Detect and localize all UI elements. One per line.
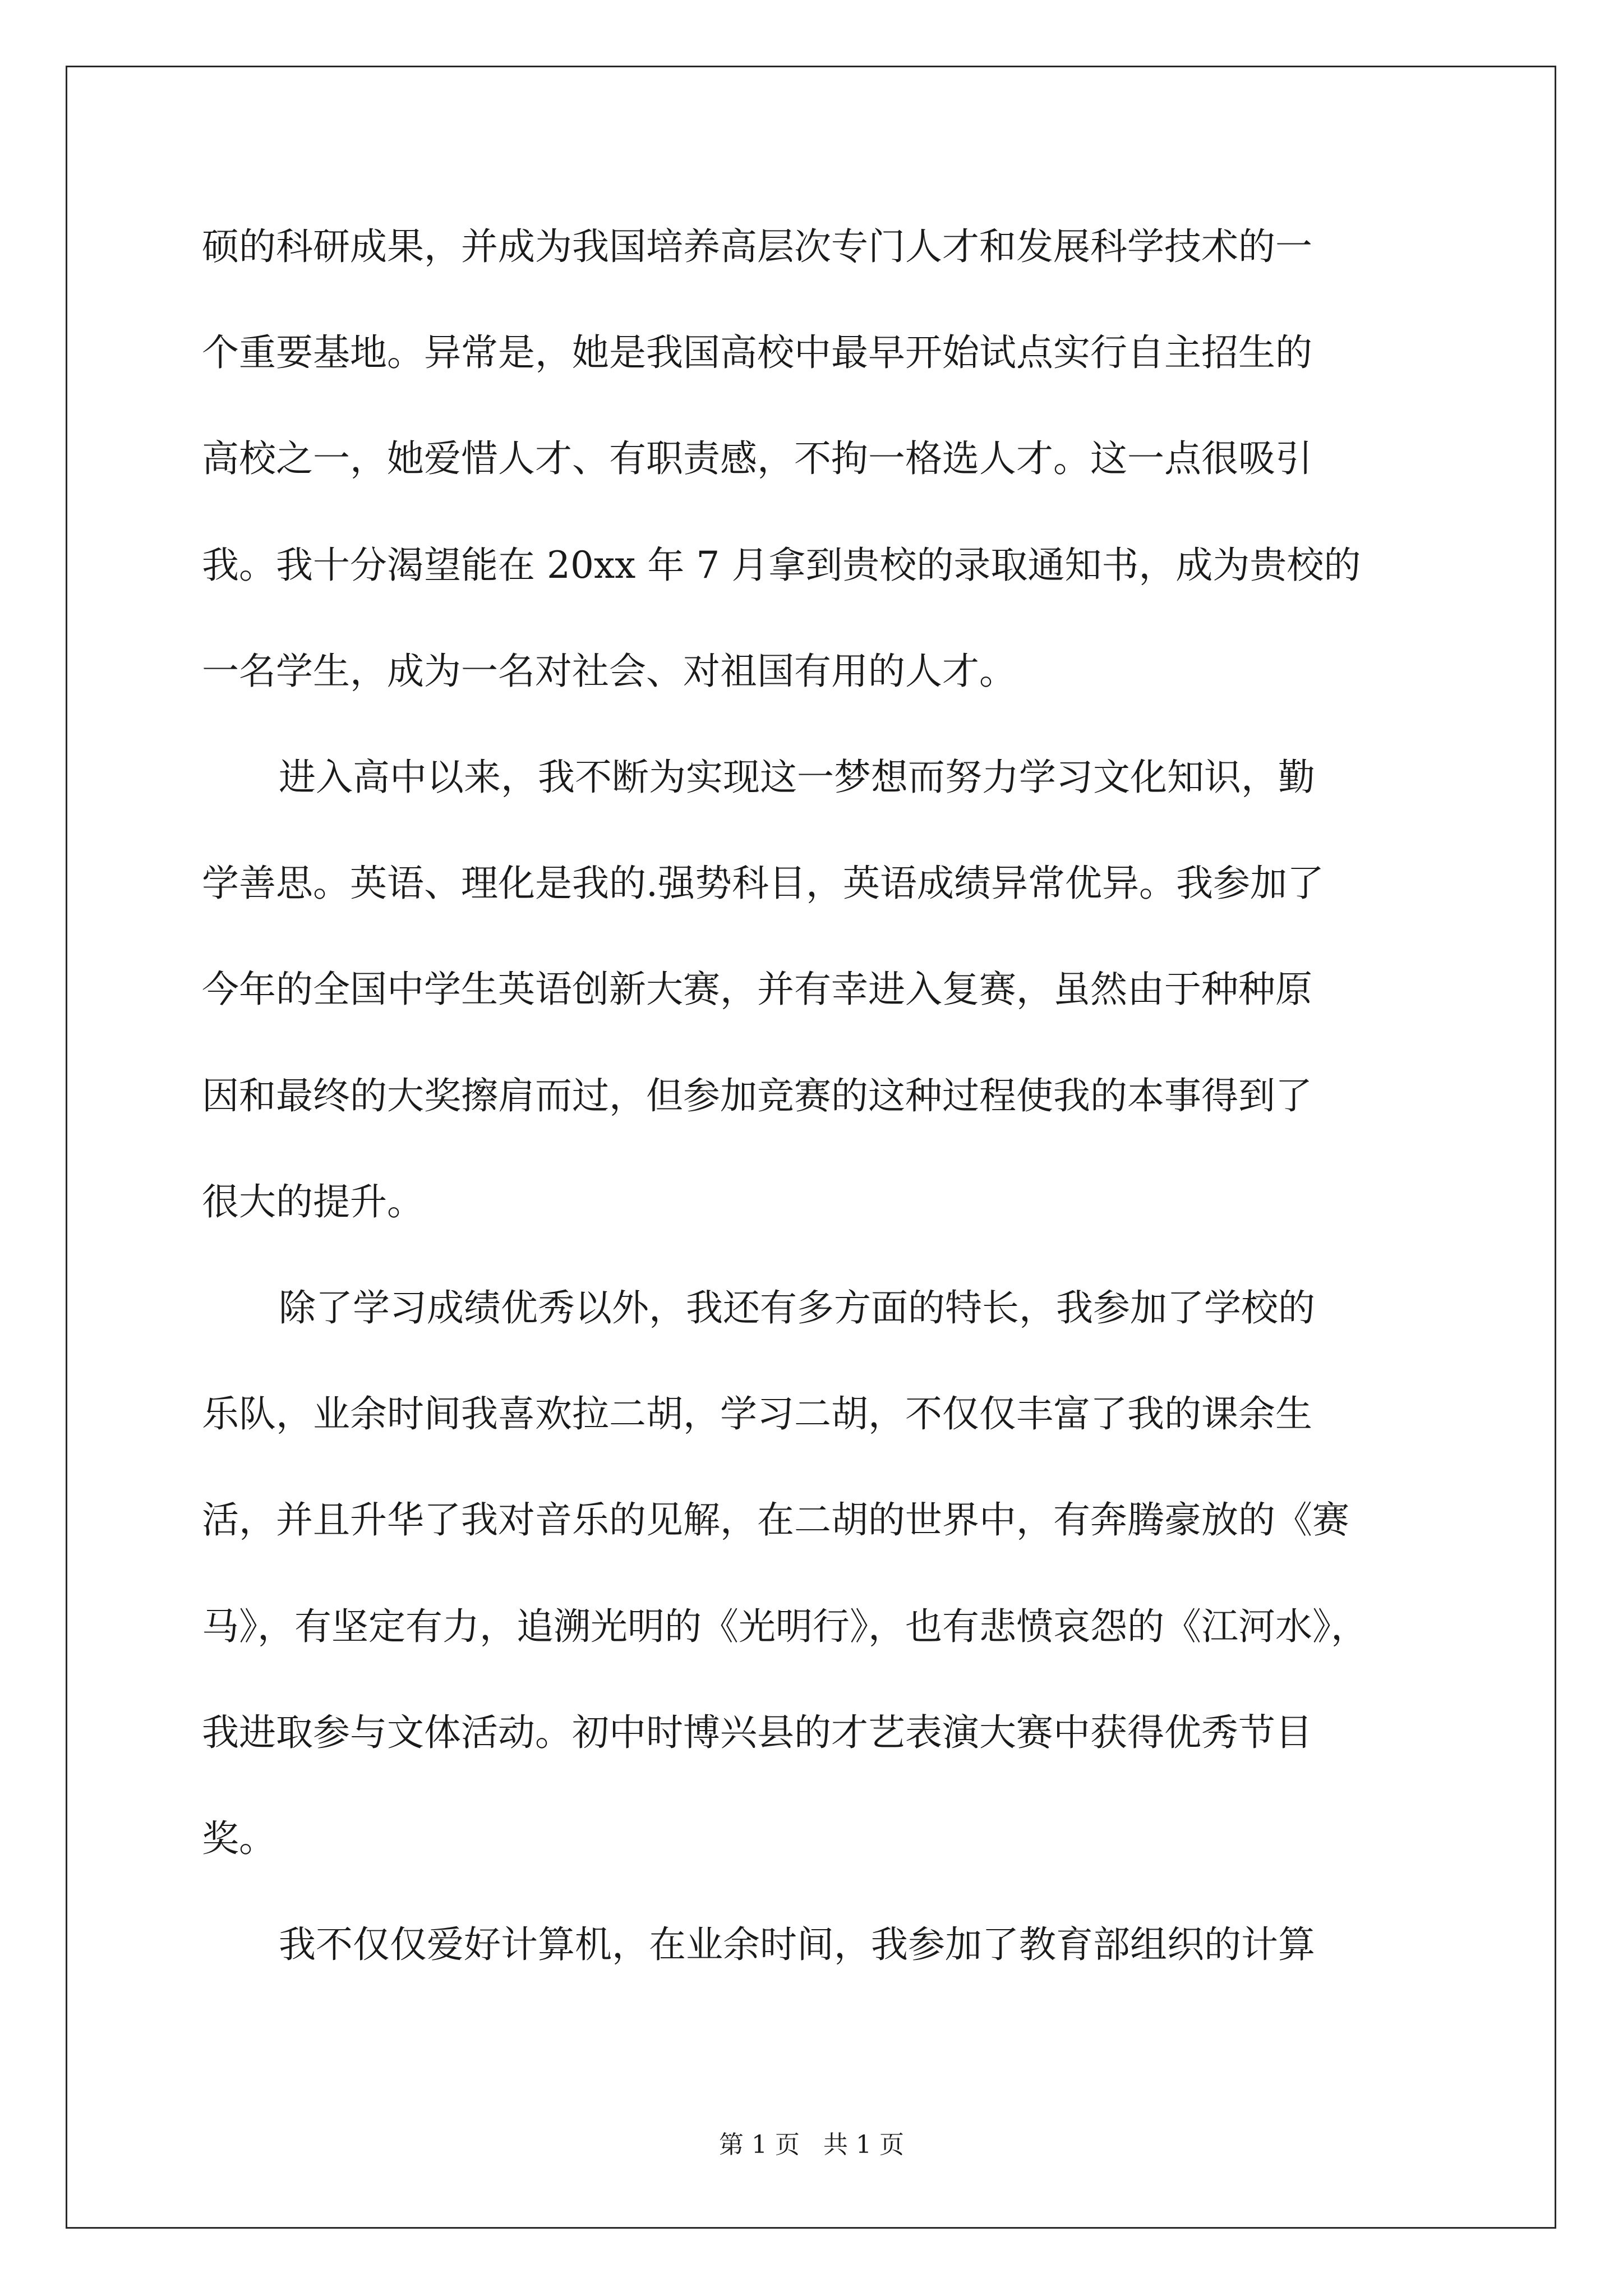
text-line: 除了学习成绩优秀以外，我还有多方面的特长，我参加了学校的 bbox=[279, 1286, 1315, 1329]
page-footer: 第 1 页 共 1 页 bbox=[719, 2131, 904, 2159]
text-line: 进入高中以来，我不断为实现这一梦想而努力学习文化知识，勤 bbox=[279, 756, 1315, 799]
text-line: 乐队，业余时间我喜欢拉二胡，学习二胡，不仅仅丰富了我的课余生 bbox=[202, 1392, 1312, 1435]
text-line: 马》，有坚定有力，追溯光明的《光明行》，也有悲愤哀怨的《江河水》， bbox=[202, 1605, 1368, 1648]
text-line: 我不仅仅爱好计算机，在业余时间，我参加了教育部组织的计算 bbox=[279, 1923, 1315, 1966]
text-line: 因和最终的大奖擦肩而过，但参加竞赛的这种过程使我的本事得到了 bbox=[202, 1074, 1312, 1117]
text-line: 活，并且升华了我对音乐的见解，在二胡的世界中，有奔腾豪放的《赛 bbox=[202, 1498, 1349, 1542]
text-line: 高校之一，她爱惜人才、有职责感，不拘一格选人才。这一点很吸引 bbox=[202, 437, 1312, 480]
text-line: 硕的科研成果，并成为我国培养高层次专门人才和发展科学技术的一 bbox=[202, 225, 1312, 268]
page-border bbox=[66, 66, 1556, 2229]
text-line: 一名学生，成为一名对社会、对祖国有用的人才。 bbox=[202, 650, 1016, 693]
text-line: 很大的提升。 bbox=[202, 1180, 424, 1223]
text-line: 我进取参与文体活动。初中时博兴县的才艺表演大赛中获得优秀节目 bbox=[202, 1711, 1312, 1754]
text-line: 今年的全国中学生英语创新大赛，并有幸进入复赛，虽然由于种种原 bbox=[202, 968, 1312, 1011]
text-line: 个重要基地。异常是，她是我国高校中最早开始试点实行自主招生的 bbox=[202, 331, 1312, 374]
text-line: 奖。 bbox=[202, 1817, 276, 1860]
text-line: 学善思。英语、理化是我的.强势科目，英语成绩异常优异。我参加了 bbox=[202, 862, 1324, 905]
text-line: 我。我十分渴望能在 20xx 年 7 月拿到贵校的录取通知书，成为贵校的 bbox=[202, 544, 1361, 587]
